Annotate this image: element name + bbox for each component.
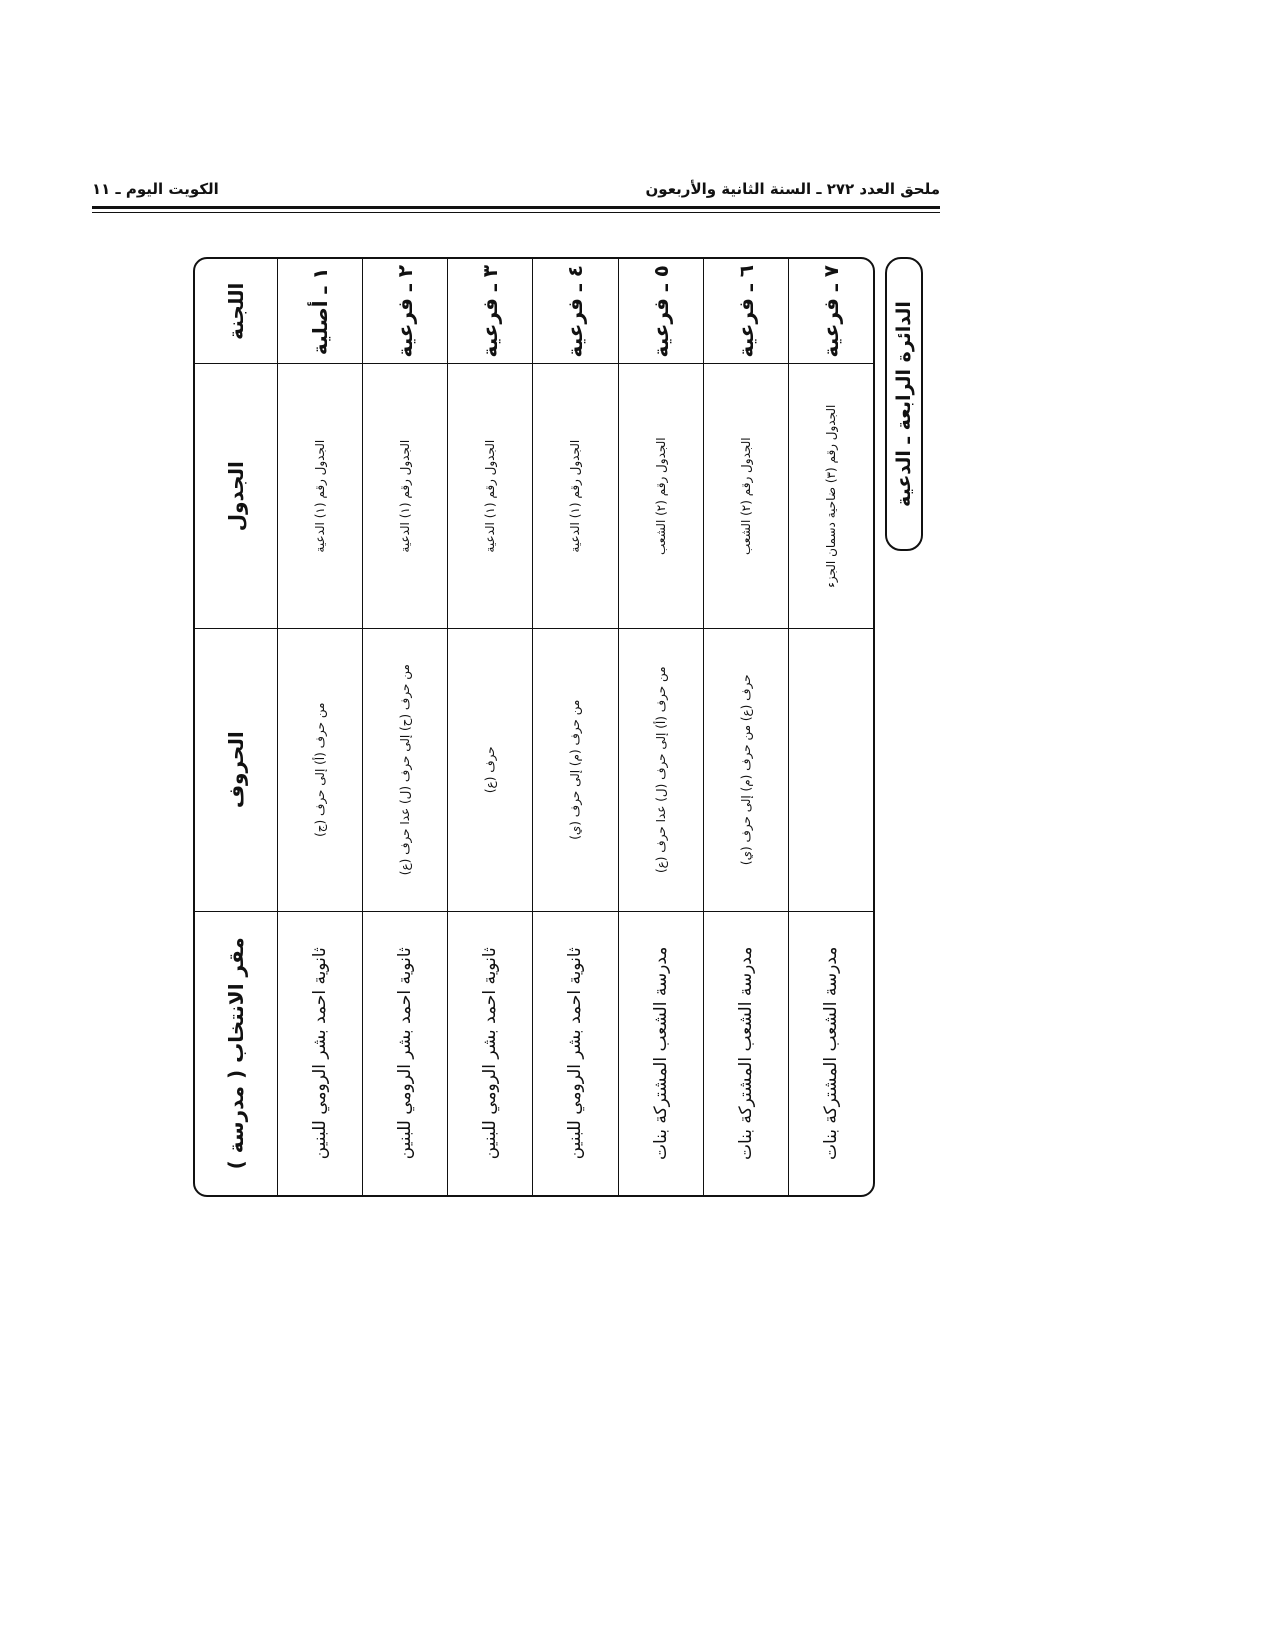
cell-site: مدرسة الشعب المشتركة بنات [820,946,841,1161]
cell-table: الجدول رقم (١) الدعية [448,364,533,628]
cell-committee: ٢ ـ فرعية [363,259,448,364]
cell-letters: من حرف (ح) إلى حرف (ل) عدا حرف (ع) [363,629,448,912]
cell-site: ثانوية احمد بشر الرومي للبنين [448,912,533,1195]
cell-committee: ٦ ـ فرعية [704,259,789,364]
cell-table: الجدول رقم (٢) الشعب [704,364,789,628]
cell-site: مدرسة الشعب المشتركة بنات [704,912,789,1195]
table-row [704,259,789,1195]
header-rule [92,206,940,209]
polling-committees-table [193,257,875,1197]
cell-committee: ١ ـ أصلية [278,259,363,364]
cell-table: الجدول رقم (٢) الشعب [619,364,704,628]
cell-committee: ٤ ـ فرعية [533,259,618,364]
table-header-row [195,259,278,1195]
table-row [619,259,704,1195]
table-row [448,259,533,1195]
cell-committee: ٥ ـ فرعية [619,259,704,364]
rotated-table-region [193,257,915,1197]
page-header [92,180,940,206]
cell-site: ثانوية احمد بشر الرومي للبنين [278,912,363,1195]
table-row [278,259,363,1195]
table-row [789,259,873,1195]
cell-committee: ٣ ـ فرعية [448,259,533,364]
cell-table: الجدول رقم (٣) ضاحية دسمان الجزء [789,364,873,628]
col-header-letters: الحروف [195,629,278,912]
issue-info: ملحق العدد ٢٧٢ ـ السنة الثانية والأربعون [645,180,940,198]
cell-table: الجدول رقم (١) الدعية [363,364,448,628]
cell-table: الجدول رقم (١) الدعية [278,364,363,628]
cell-letters: من حرف (أ) إلى حرف (ل) عدا حرف (ع) [619,629,704,912]
cell-site: مدرسة الشعب المشتركة بنات [619,912,704,1195]
cell-letters [789,629,873,912]
cell-site: ثانوية احمد بشر الرومي للبنين [363,912,448,1195]
table-row [533,259,618,1195]
cell-letters: حرف (ع) من حرف (م) إلى حرف (ي) [704,629,789,912]
cell-table: الجدول رقم (١) الدعية [533,364,618,628]
district-section-title: الدائرة الرابعة ـ الدعية [885,257,923,551]
col-header-committee: اللجنة [195,259,278,364]
gazette-page-label: الكويت اليوم ـ ١١ [92,180,219,198]
cell-letters: حرف (ع) [448,629,533,912]
header-rule-thin [92,212,940,213]
table-row [363,259,448,1195]
cell-site: ثانوية احمد بشر الرومي للبنين [533,912,618,1195]
cell-letters: من حرف (م) إلى حرف (ي) [533,629,618,912]
col-header-site: مقر الانتخاب ( مدرسة ) [195,912,278,1195]
cell-committee: ٧ ـ فرعية [789,259,873,364]
col-header-table: الجدول [195,364,278,628]
cell-letters: من حرف (أ) إلى حرف (ج) [278,629,363,912]
